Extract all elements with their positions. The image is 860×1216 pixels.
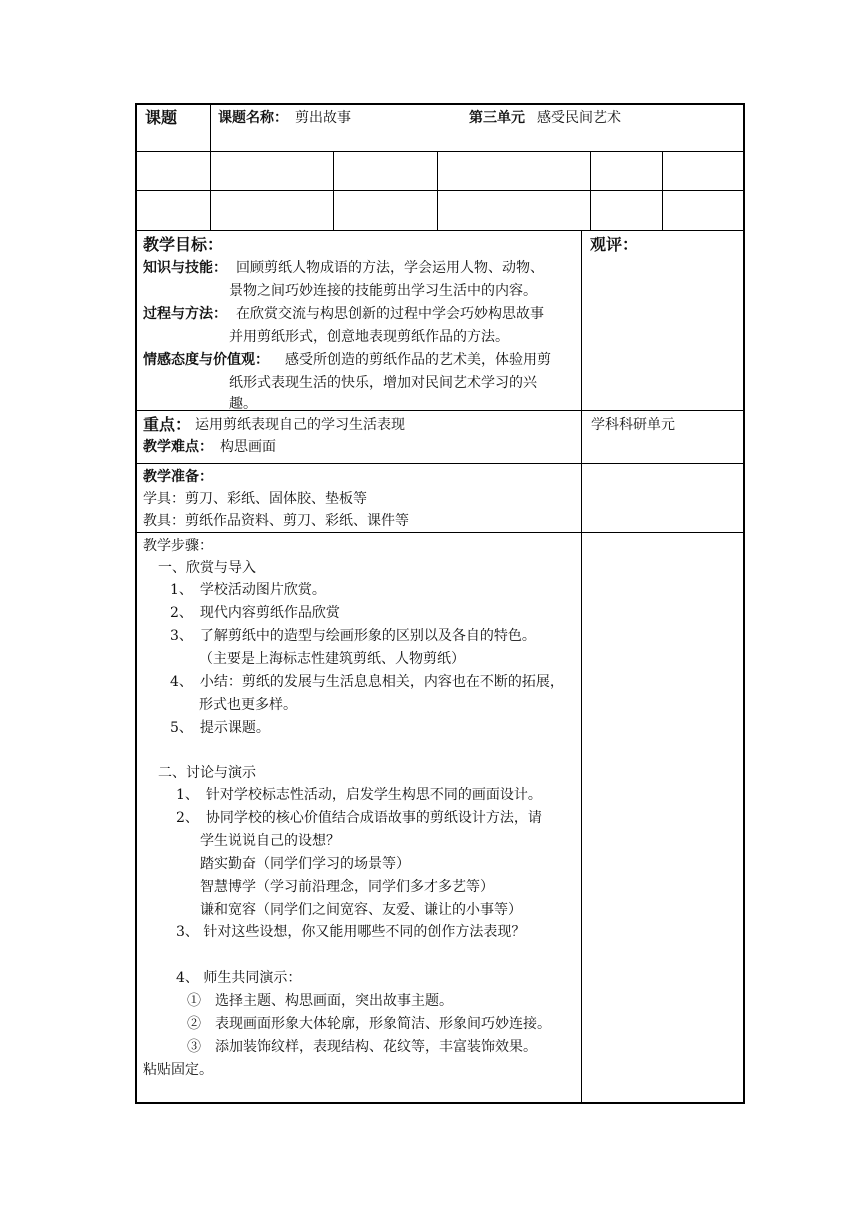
sub-list-item: ③ 添加装饰纹样，表现结构、花纹等，丰富装饰效果。 <box>187 1039 537 1055</box>
emotion-label: 情感态度与价值观： <box>143 352 269 368</box>
key-label: 重点： <box>143 415 192 434</box>
list-item: 2、 协同学校的核心价值结合成语故事的剪纸设计方法，请 <box>176 810 542 826</box>
section-heading: 一、欣赏与导入 <box>158 560 256 576</box>
sub-list-item: ② 表现画面形象大体轮廓，形象简洁、形象间巧妙连接。 <box>187 1016 551 1032</box>
course-label: 课题 <box>145 108 178 127</box>
row-divider <box>136 410 744 411</box>
unit-label: 第三单元 <box>469 110 525 126</box>
key-value: 运用剪纸表现自己的学习生活表现 <box>195 417 405 433</box>
list-item: 1、 学校活动图片欣赏。 <box>170 582 326 598</box>
col-divider <box>590 151 591 231</box>
preparation-title: 教学准备： <box>143 469 213 485</box>
list-item: 5、 提示课题。 <box>170 720 270 736</box>
list-item-continued: 智慧博学（学习前沿理念，同学们多才多艺等） <box>200 879 494 895</box>
process-label: 过程与方法： <box>143 306 227 322</box>
ending-text: 粘贴固定。 <box>143 1062 213 1078</box>
row-divider <box>136 230 744 231</box>
list-item-continued: 学生说说自己的设想？ <box>200 833 340 849</box>
unit-value: 感受民间艺术 <box>537 110 621 126</box>
section-heading: 二、讨论与演示 <box>158 765 256 781</box>
course-name-value: 剪出故事 <box>295 110 351 126</box>
course-name-label: 课题名称： <box>218 110 288 126</box>
list-item-continued: 形式也更多样。 <box>199 697 297 713</box>
row-divider <box>136 151 744 152</box>
teacher-materials: 教具：剪纸作品资料、剪刀、彩纸、课件等 <box>143 513 409 529</box>
row-divider <box>136 463 744 464</box>
list-item-continued: 踏实勤奋（同学们学习的场景等） <box>200 856 410 872</box>
difficulty-value: 构思画面 <box>220 439 276 455</box>
list-item-continued: 谦和宽容（同学们之间宽容、友爱、谦让的小事等） <box>200 902 522 918</box>
row-divider <box>136 190 744 191</box>
emotion-text: 趣。 <box>229 396 257 412</box>
list-item: 2、 现代内容剪纸作品欣赏 <box>170 605 340 621</box>
process-text: 并用剪纸形式，创意地表现剪纸作品的方法。 <box>229 329 509 345</box>
review-note: 学科科研单元 <box>591 417 675 433</box>
review-label: 观评： <box>590 235 639 254</box>
col-divider <box>210 104 211 231</box>
emotion-text: 纸形式表现生活的快乐，增加对民间艺术学习的兴 <box>229 375 537 391</box>
list-item-continued: （主要是上海标志性建筑剪纸、人物剪纸） <box>199 651 465 667</box>
list-item: 1、 针对学校标志性活动，启发学生构思不同的画面设计。 <box>176 787 542 803</box>
list-item: 4、 师生共同演示： <box>176 970 302 986</box>
col-divider <box>437 151 438 231</box>
knowledge-text: 回顾剪纸人物成语的方法，学会运用人物、动物、 <box>236 260 544 276</box>
col-divider <box>581 230 582 1103</box>
emotion-text: 感受所创造的剪纸作品的艺术美，体验用剪 <box>285 352 551 368</box>
col-divider <box>333 151 334 231</box>
col-divider <box>662 151 663 231</box>
list-item: 3、 针对这些设想，你又能用哪些不同的创作方法表现？ <box>176 924 526 940</box>
sub-list-item: ① 选择主题、构思画面，突出故事主题。 <box>187 993 453 1009</box>
list-item: 4、 小结：剪纸的发展与生活息息相关，内容也在不断的拓展， <box>170 674 564 690</box>
steps-title: 教学步骤： <box>143 538 213 554</box>
knowledge-label: 知识与技能： <box>143 260 227 276</box>
difficulty-label: 教学难点： <box>143 439 213 455</box>
objectives-title: 教学目标： <box>143 235 224 254</box>
row-divider <box>136 532 744 533</box>
list-item: 3、 了解剪纸中的造型与绘画形象的区别以及各自的特色。 <box>170 628 536 644</box>
process-text: 在欣赏交流与构思创新的过程中学会巧妙构思故事 <box>236 306 544 322</box>
student-materials: 学具：剪刀、彩纸、固体胶、垫板等 <box>143 491 367 507</box>
knowledge-text: 景物之间巧妙连接的技能剪出学习生活中的内容。 <box>229 283 537 299</box>
